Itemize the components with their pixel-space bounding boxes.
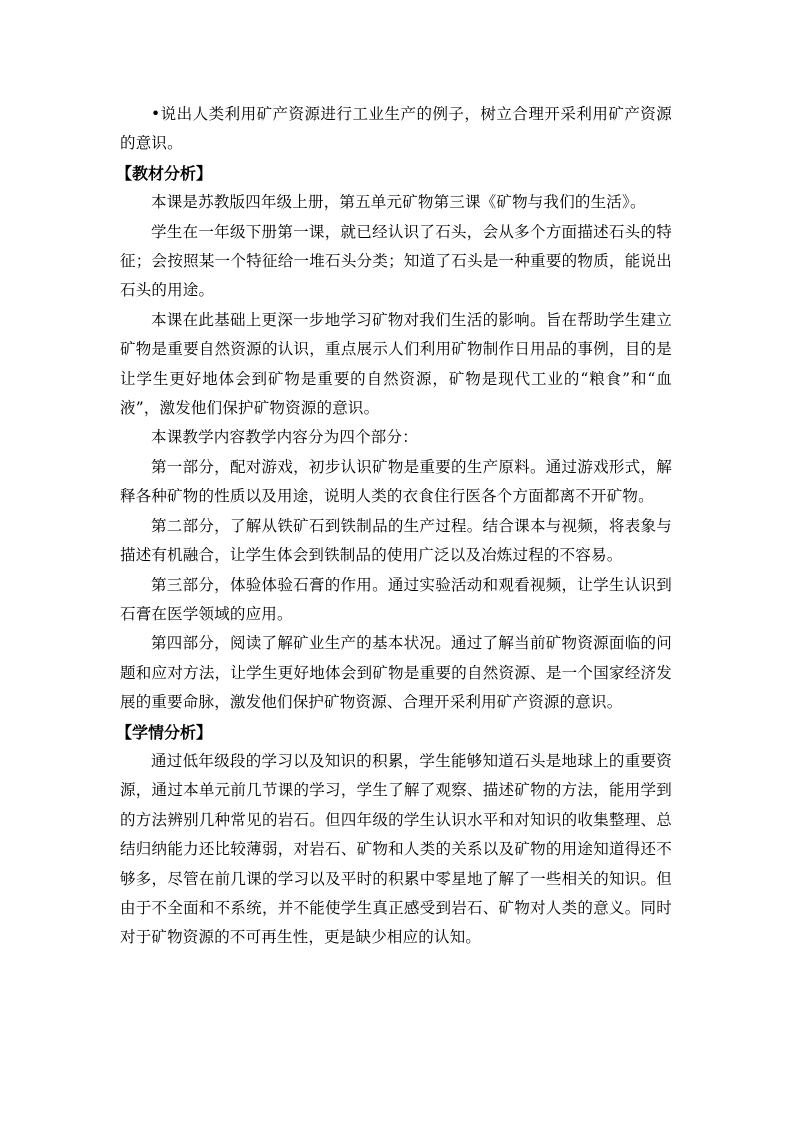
textbook-analysis-paragraph: 第三部分，体验体验石膏的作用。通过实验活动和观看视频，让学生认识到石膏在医学领域的应用。 xyxy=(120,575,672,623)
textbook-analysis-paragraph: 第二部分，了解从铁矿石到铁制品的生产过程。结合课本与视频，将表象与描述有机融合，让学生体会到铁制品的使用广泛以及冶炼过程的不容易。 xyxy=(120,516,672,565)
textbook-analysis-paragraph: 本课教学内容教学内容分为四个部分： xyxy=(151,428,418,447)
objective-paragraph: •说出人类利用矿产资源进行工业生产的例子，树立合理开采利用矿产资源的意识。 xyxy=(120,105,672,153)
textbook-analysis-paragraph: 第一部分，配对游戏，初步认识矿物是重要的生产原料。通过游戏形式，解释各种矿物的性质以及用途，说明人类的衣食住行医各个方面都离不开矿物。 xyxy=(120,457,672,506)
learner-analysis-heading: 【学情分析】 xyxy=(116,722,213,742)
document-page xyxy=(116,100,672,953)
textbook-analysis-paragraph: 本课是苏教版四年级上册，第五单元矿物第三课《矿物与我们的生活》。 xyxy=(151,193,646,212)
learner-analysis-paragraph: 通过低年级段的学习以及知识的积累，学生能够知道石头是地球上的重要资源，通过本单元前几节课的学习，学生了解了观察、描述矿物的方法，能用学到的方法辨别几种常见的岩石。但四年级的学生认识水平和对知识的收集整理、总结归纳能力还比较薄弱，对岩石、矿物和人类的关系以及矿物的用途知道得还不够多，尽管在前几课的学习以及平时的积累中零星地了解了一些相关的知识。但由于不全面和不系统，并不能使学生真正感受到岩石、矿物对人类的意义。同时对于矿物资源的不可再生性，更是缺少相应的认知。 xyxy=(120,751,672,947)
textbook-analysis-paragraph: 第四部分，阅读了解矿业生产的基本状况。通过了解当前矿物资源面临的问题和应对方法，让学生更好地体会到矿物是重要的自然资源、是一个国家经济发展的重要命脉，激发他们保护矿物资源、合理开采利用矿产资源的意识。 xyxy=(120,634,672,712)
textbook-analysis-paragraph: 学生在一年级下册第一课，就已经认识了石头，会从多个方面描述石头的特征；会按照某一个特征给一堆石头分类；知道了石头是一种重要的物质，能说出石头的用途。 xyxy=(120,222,672,300)
textbook-analysis-paragraph: 本课在此基础上更深一步地学习矿物对我们生活的影响。旨在帮助学生建立矿物是重要自然资源的认识，重点展示人们利用矿物制作日用品的事例，目的是让学生更好地体会到矿物是重要的自然资源，矿物是现代工业的“粮食”和“血液”，激发他们保护矿物资源的意识。 xyxy=(120,310,672,418)
textbook-analysis-heading: 【教材分析】 xyxy=(116,163,213,183)
